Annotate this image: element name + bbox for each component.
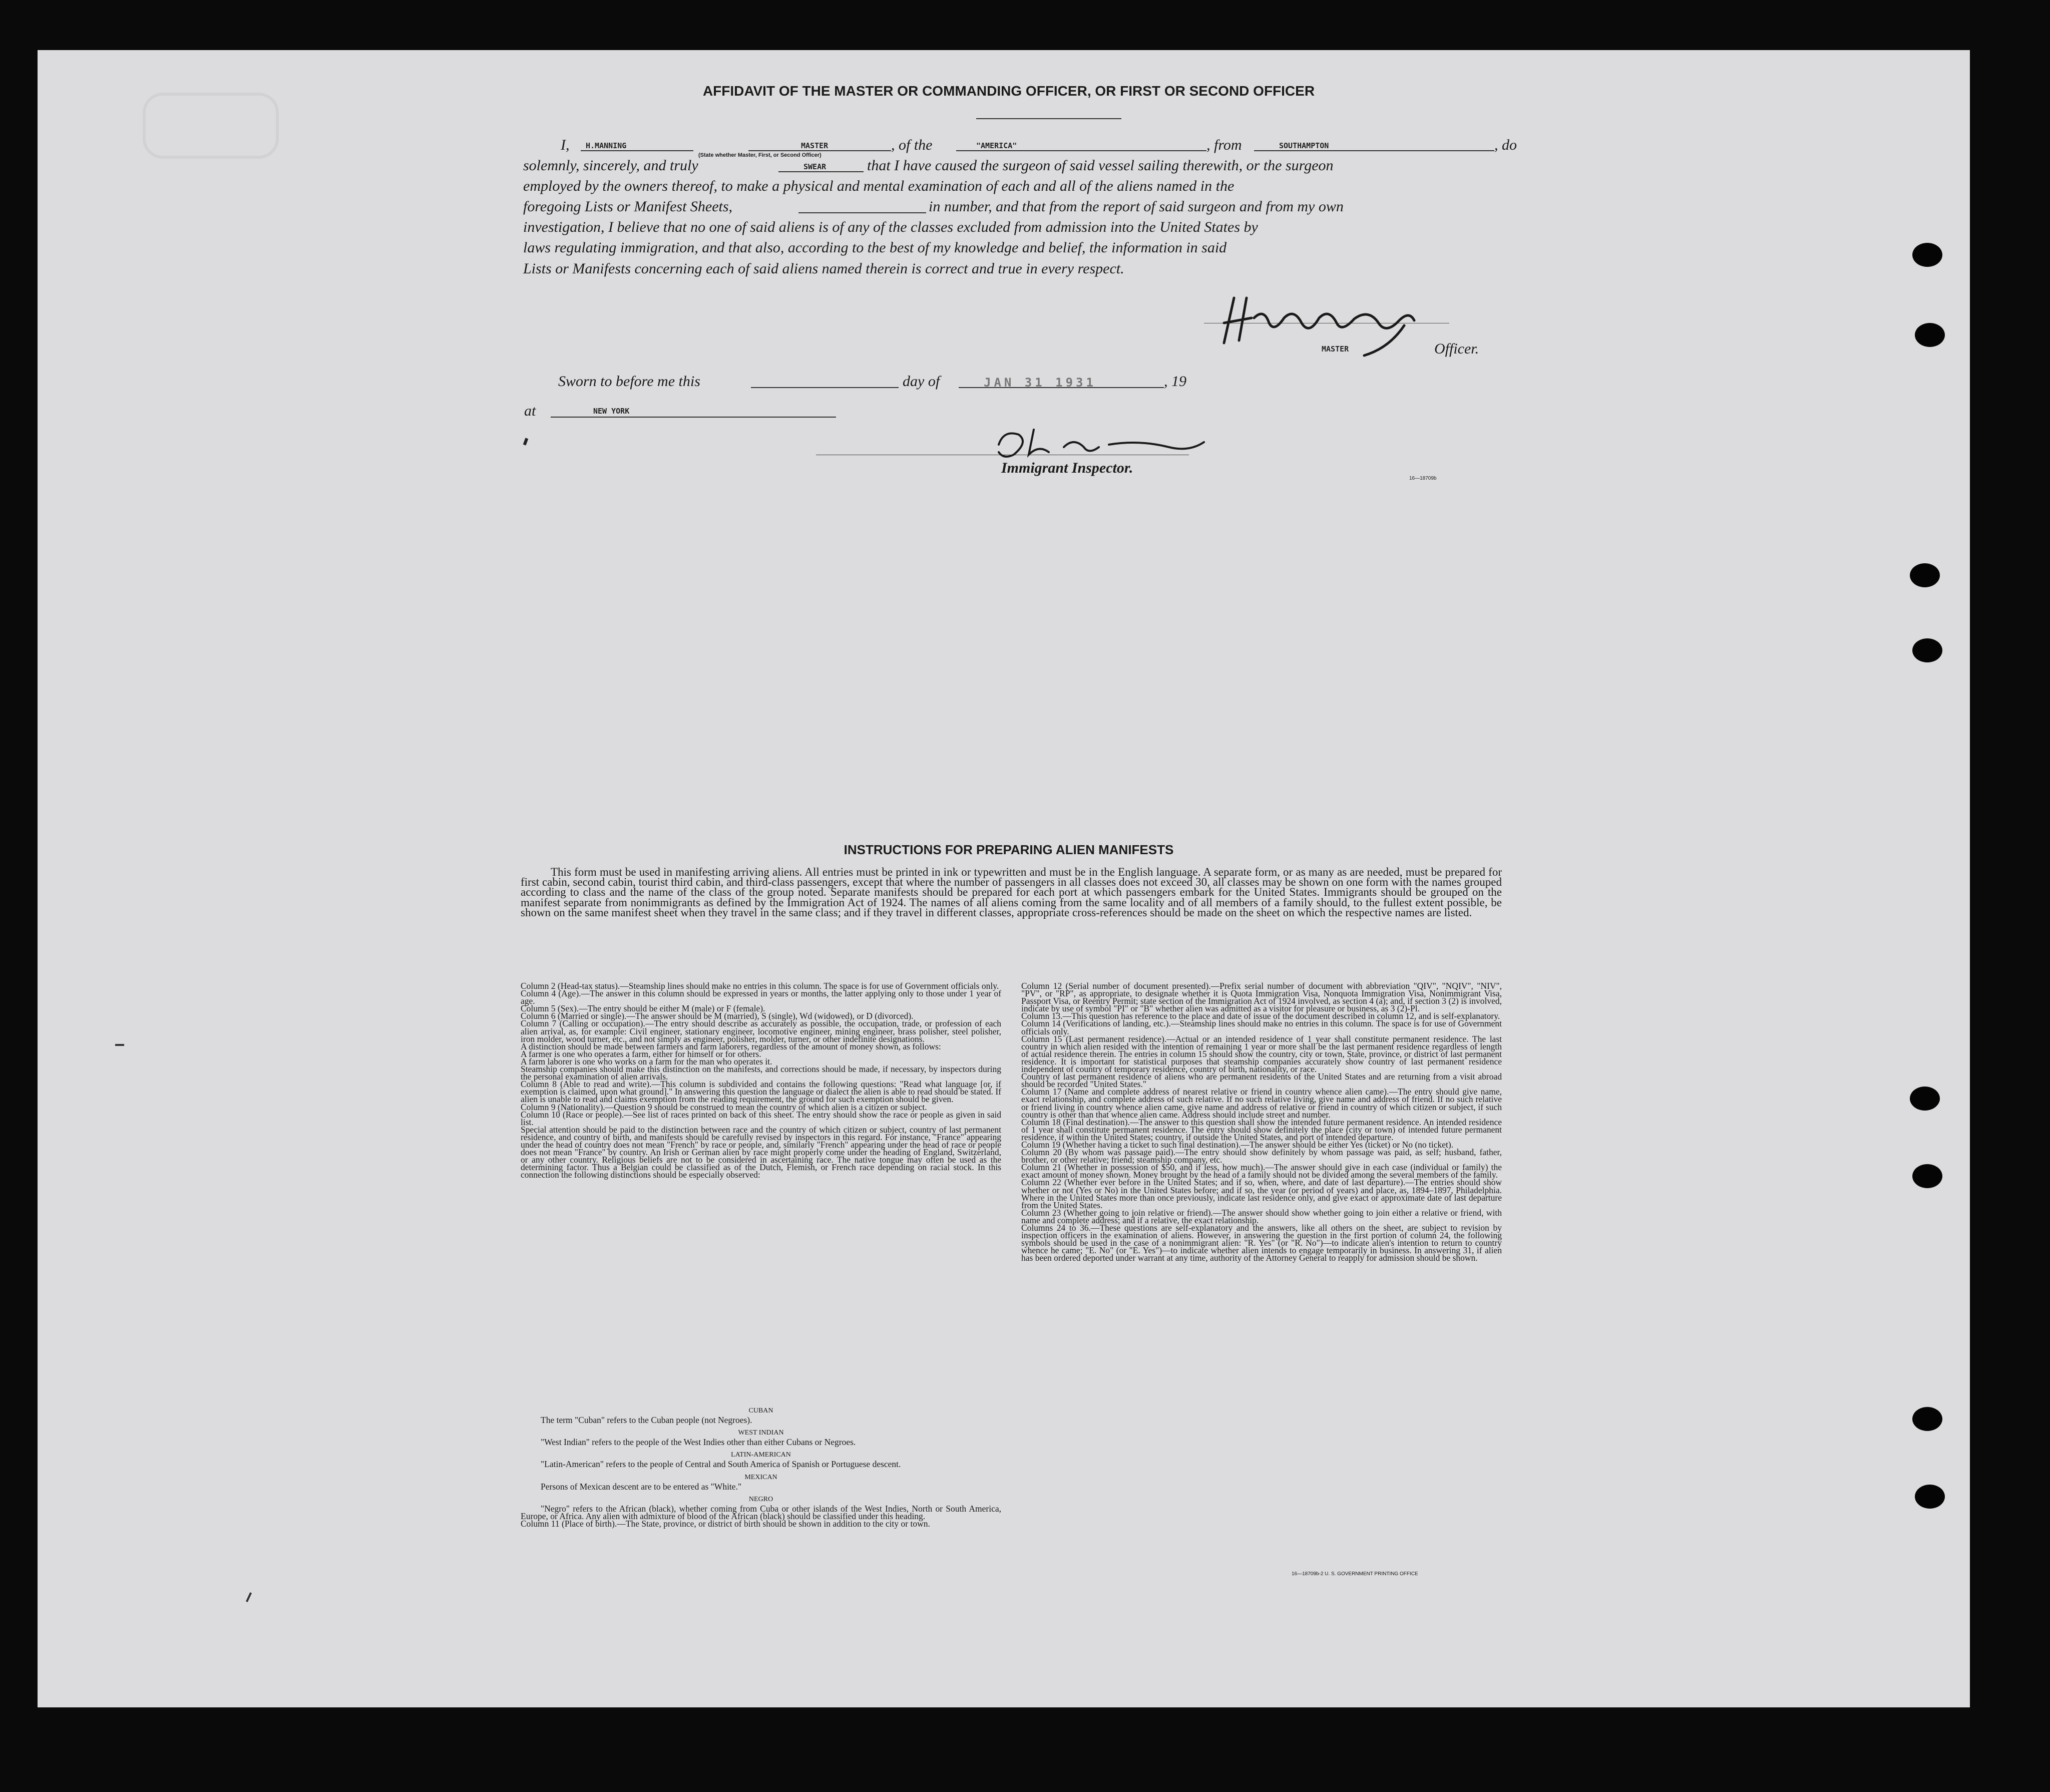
date-stamp: JAN 31 1931 [984, 376, 1096, 390]
punch-hole [1910, 563, 1940, 587]
punch-hole [1915, 323, 1945, 347]
verb-value: SWEAR [803, 162, 827, 171]
instructions-right-column: Column 12 (Serial number of document presented).—Prefix serial number of document with abbreviation "QIV", "NQIV", "NIV", "PV", or "RP", as appropriate, to designate whether it is Quota Immigration Visa, Nonquota Immigration Visa, Nonimmigrant Visa, Passport Visa, or Reentry Permit; state section of the Immigration Act of 1924 involved, as section 4 (a); and, if section 3 (2) is involved, indicate by use of symbol "PI" or "B" whether alien was admitted as a visitor for pleasure or business, as 3 (2)-Pl. Column 13.—This question has reference to the place and date of issue of the document described in column 12, and is self-explanatory. Column 14 (Verifications of landing, etc.).—Steamship lines should make no entries in this column. The space is for use of Government officials only. Column 15 (Last permanent residence).—Actual or an intended residence of 1 year shall constitute permanent residence. The last country in which alien resided with the intention of remaining 1 year or more shall be the last permanent residence regardless of length of actual residence therein. The entries in column 15 should show the country, city or town, State, province, or district of last permanent residence. It is important for statistical purposes that steamship companies accurately show country of last permanent residence independent of country of temporary residence, country of birth, nationality, or race. Country of last permanent residence of aliens who are permanent residents of the United States and are returning from a visit abroad should be recorded "United States." Column 17 (Name and complete address of nearest relative or friend in country whence alien came).—The entry should give name, exact relationship, and complete address of such relative. If no such relative living, give name and address of friend. If no such relative or friend living in country whence alien came, give name and address of relative or friend in country of which citizen or subject, if such country is other than that whence alien came. Address should include street and number. Column 18 (Final destination).—The answer to this question shall show the intended future permanent residence. An intended residence of 1 year shall constitute permanent residence. The entry should show definitely the place (city or town) of intended future permanent residence, if within the United States; country, if outside the United States, and port of intended departure. Column 19 (Whether having a ticket to such final destination).—The answer should be either Yes (ticket) or No (no ticket). Column 20 (By whom was passage paid).—The entry should show definitely by whom passage was paid, as self; husband, father, brother, or other relative; friend; steamship company, etc. Column 21 (Whether in possession of $50, and if less, how much).—The answer should give in each case (individual or family) the exact amount of money shown. Money brought by the head of a family should not be divided among the several members of the family. Column 22 (Whether ever before in the United States; and if so, when, where, and date of last departure).—The entries should show whether or not (Yes or No) in the United States before; and if so, the year (or period of years) and place, as, 1894–1897, Philadelphia. Where in the United States more than once previously, indicate last residence only, and give exact or approximate date of last departure from the United States. Column 23 (Whether going to join relative or friend).—The answer should show whether going to join either a relative or friend, with name and complete address; and if a relative, the exact relationship. Columns 24 to 36.—These questions are self-explanatory and the answers, like all others on the sheet, are subject to revision by inspection officers in the examination of aliens. However, in answering the question in the first portion of column 24, the following symbols should be used in the case of a nonimmigrant alien: "R. Yes" (or "R. No")—to indicate alien's intention to return to country whence he came; "E. No" (or "E. Yes")—to indicate whether alien intends to engage temporarily in business. In answering 31, if alien has been ordered deported under warrant at any time, authority of the Attorney General to reapply for admission should be shown. [1021, 982, 1502, 1263]
race-heading-west-indian: WEST INDIAN [738, 1429, 784, 1437]
officer-word: Officer. [1434, 340, 1479, 357]
race-text-cuban: The term "Cuban" refers to the Cuban people (not Negroes). [541, 1415, 752, 1425]
speck [246, 1592, 252, 1602]
race-heading-cuban: CUBAN [748, 1407, 773, 1414]
race-heading-negro: NEGRO [748, 1495, 773, 1503]
affidavit-title: AFFIDAVIT OF THE MASTER OR COMMANDING OFFICER, OR FIRST OR SECOND OFFICER [702, 83, 1315, 99]
punch-hole [1910, 1087, 1940, 1111]
punch-hole [1915, 1485, 1945, 1509]
tick-mark [523, 438, 528, 445]
affidavit-line-4-pre: foregoing Lists or Manifest Sheets, [523, 198, 733, 215]
affidavit-line-2-pre: solemnly, sincerely, and truly [523, 157, 698, 174]
race-text-mexican: Persons of Mexican descent are to be entered as "White." [541, 1481, 742, 1492]
title-rule [976, 118, 1121, 119]
affidavit-line-2-post: that I have caused the surgeon of said vessel sailing therewith, or the surgeon [867, 157, 1334, 174]
inspector-signature [989, 425, 1219, 465]
ship-name: "AMERICA" [976, 141, 1017, 150]
race-text-negro: "Negro" refers to the African (black), whether coming from Cuba or other islands of the West Indies, North or South America, Europe, or Africa. Any alien with admixture of blood of the African (black) should be classified under this heading. Column 11 (Place of birth).—The State, province, or district of birth should be shown in addition to the city or town. [521, 1503, 1001, 1529]
port-blank [1254, 150, 1494, 151]
from-text: , from [1206, 137, 1242, 153]
punch-hole [1912, 1407, 1942, 1431]
place-value: NEW YORK [593, 407, 630, 416]
instructions-left-column: Column 2 (Head-tax status).—Steamship lines should make no entries in this column. The space is for use of Government officials only. Column 4 (Age).—The answer in this column should be expressed in years or months, the latter applying only to those under 1 year of age. Column 5 (Sex).—The entry should be either M (male) or F (female). Column 6 (Married or single).—The answer should be M (married), S (single), Wd (widowed), or D (divorced). Column 7 (Calling or occupation).—The entry should describe as accurately as possible, the occupation, trade, or profession of each alien arrival, as, for example: Civil engineer, stationary engineer, locomotive engineer, mining engineer, brass polisher, steel polisher, iron molder, wood turner, etc., and not simply as engineer, polisher, molder, turner, or other indefinite designations. A distinction should be made between farmers and farm laborers, regardless of the amount of money shown, as follows: A farmer is one who operates a farm, either for himself or for others. A farm laborer is one who works on a farm for the man who operates it. Steamship companies should make this distinction on the manifests, and corrections should be made, if necessary, by inspectors during the personal examination of alien arrivals. Column 8 (Able to read and write).—This column is subdivided and contains the following questions: "Read what language [or, if exemption is claimed, upon what ground]." In answering this question the language or dialect the alien is able to read should be stated. If alien is unable to read and claims exemption from the reading requirement, the ground for such exemption should be given. Column 9 (Nationality).—Question 9 should be construed to mean the country of which alien is a citizen or subject. Column 10 (Race or people).—See list of races printed on back of this sheet. The entry should show the race or people as given in said list. Special attention should be paid to the distinction between race and the country of which citizen or subject, country of last permanent residence, and country of birth, and manifests should be carefully revised by inspectors in this regard. For instance, "France" appearing under the head of country does not mean "French" by race or people, and, similarly "French" appearing under the head of race or people does not mean "France" by country. An Irish or German alien by race might properly come under the heading of England, Switzerland, or any other country. Religious beliefs are not to be considered in ascertaining race. The native tongue may often be used as the determining factor. Thus a Belgian could be classified as of the Dutch, Flemish, or French race depending on racial stock. In this connection the following distinctions should be especially observed: [521, 982, 1001, 1180]
port-name: SOUTHAMPTON [1279, 141, 1329, 150]
at-label: at [524, 403, 536, 419]
of-the-text: , of the [891, 137, 933, 153]
punch-hole [1912, 243, 1942, 267]
instructions-intro: This form must be used in manifesting arriving aliens. All entries must be printed in ink or typewritten and must be in the English language. A separate form, or as many as are needed, must be prepared for first cabin, second cabin, tourist third cabin, and third-class passengers, except that where the number of passengers in all classes does not exceed 30, all classes may be shown on one form with the names grouped according to class and the name of the class of the group noted. Separate manifests should be prepared for each port at which passengers embark for the United States. Immigrants should be grouped on the manifest separate from nonimmigrants as defined by the Immigration Act of 1924. The names of all aliens coming from the same locality and of all members of a family should, to the fullest extent possible, be shown on the same manifest sheet when they travel in the same class; and if they travel in different classes, appropriate cross-references should be made on the sheet on which the respective names are listed. [521, 866, 1502, 919]
day-blank [751, 387, 899, 388]
signature-title: MASTER [1322, 344, 1349, 353]
do-text: , do [1494, 137, 1517, 153]
role-value: MASTER [801, 141, 829, 150]
punch-hole [1912, 1164, 1942, 1188]
count-blank [798, 212, 926, 213]
instructions-title: INSTRUCTIONS FOR PREPARING ALIEN MANIFESTS [844, 842, 1174, 857]
inspector-label: Immigrant Inspector. [1001, 460, 1133, 476]
speck [115, 1044, 124, 1046]
role-blank [748, 150, 891, 151]
affidavit-line-5: investigation, I believe that no one of said aliens is of any of the classes excluded from admission into the United States by [523, 219, 1258, 235]
year-prefix: , 19 [1164, 373, 1186, 390]
affidavit-line-4-post: in number, and that from the report of said surgeon and from my own [929, 198, 1344, 215]
affidavit-line-6: laws regulating immigration, and that also, according to the best of my knowledge and belief, the information in said [523, 239, 1227, 256]
day-of-text: day of [903, 373, 940, 390]
sworn-text: Sworn to before me this [558, 373, 700, 390]
race-text-latin-american: "Latin-American" refers to the people of Central and South America of Spanish or Portuguese descent. [541, 1459, 901, 1470]
name-blank [581, 150, 693, 151]
form-number: 16—18709b [1409, 476, 1437, 481]
race-sections [521, 1402, 1001, 1528]
race-text-west-indian: "West Indian" refers to the people of the West Indies other than either Cubans or Negroes. [541, 1437, 856, 1448]
affidavit-line-1: I, [561, 137, 570, 153]
master-name: H.MANNING [586, 141, 627, 150]
ship-blank [956, 150, 1206, 151]
manifest-page [38, 50, 1970, 1707]
place-blank [551, 417, 836, 418]
role-hint: (State whether Master, First, or Second Officer) [698, 152, 822, 158]
faded-stamp [143, 93, 279, 159]
race-heading-mexican: MEXICAN [744, 1473, 777, 1481]
verb-blank [778, 171, 864, 172]
affidavit-line-7: Lists or Manifests concerning each of said aliens named therein is correct and true in every respect. [523, 260, 1124, 277]
punch-hole [1912, 638, 1942, 662]
affidavit-line-3: employed by the owners thereof, to make a physical and mental examination of each and all of the aliens named in the [523, 178, 1235, 194]
footer-note: 16—18709b-2 U. S. GOVERNMENT PRINTING OFFICE [1292, 1571, 1418, 1577]
race-heading-latin-american: LATIN-AMERICAN [731, 1451, 791, 1459]
